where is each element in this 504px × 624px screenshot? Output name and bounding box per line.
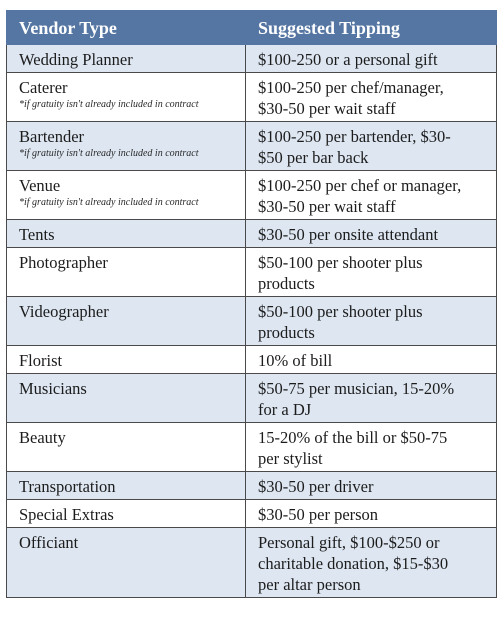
tip-line: $100-250 per chef/manager,: [258, 78, 444, 97]
tip-cell: [246, 122, 497, 171]
gratuity-note: *if gratuity isn't already included in contract: [19, 99, 199, 110]
tip-line: $50 per bar back: [258, 148, 369, 167]
table-row: [7, 73, 497, 122]
tip-line: $100-250 per bartender, $30-: [258, 127, 451, 146]
table-row: [7, 45, 497, 73]
vendor-cell: [7, 171, 246, 220]
table-header-row: [7, 11, 497, 45]
tip-cell: [246, 45, 497, 73]
tip-line: $100-250 or a personal gift: [258, 50, 438, 69]
vendor-cell: [7, 73, 246, 122]
table-row: [7, 297, 497, 346]
tip-cell: [246, 220, 497, 248]
tipping-table: [6, 10, 497, 598]
tipping-guide: [6, 10, 496, 598]
tip-line: per altar person: [258, 575, 361, 594]
tip-line: 15-20% of the bill or $50-75: [258, 428, 448, 447]
tip-cell: [246, 472, 497, 500]
vendor-type-label: Florist: [19, 351, 63, 370]
vendor-type-label: Beauty: [19, 428, 66, 447]
vendor-cell: [7, 220, 246, 248]
tip-cell: [246, 248, 497, 297]
vendor-type-label: Photographer: [19, 253, 108, 272]
vendor-cell: [7, 528, 246, 598]
vendor-type-label: Tents: [19, 225, 55, 244]
table-row: [7, 374, 497, 423]
vendor-type-label: Special Extras: [19, 505, 114, 524]
tip-line: $30-50 per driver: [258, 477, 374, 496]
table-row: [7, 220, 497, 248]
vendor-type-label: Musicians: [19, 379, 87, 398]
vendor-cell: [7, 500, 246, 528]
vendor-cell: [7, 45, 246, 73]
table-row: [7, 171, 497, 220]
tip-cell: [246, 297, 497, 346]
vendor-cell: [7, 374, 246, 423]
table-row: [7, 528, 497, 598]
tip-line: products: [258, 274, 315, 293]
tip-line: $50-100 per shooter plus: [258, 302, 423, 321]
tip-line: $30-50 per wait staff: [258, 197, 396, 216]
table-row: [7, 423, 497, 472]
vendor-type-label: Transportation: [19, 477, 116, 496]
tip-line: per stylist: [258, 449, 323, 468]
tip-line: for a DJ: [258, 400, 312, 419]
tip-cell: [246, 500, 497, 528]
tip-cell: [246, 423, 497, 472]
tip-line: $50-75 per musician, 15-20%: [258, 379, 455, 398]
vendor-cell: [7, 297, 246, 346]
column-header-vendor-type: Vendor Type: [7, 11, 246, 45]
tip-cell: [246, 346, 497, 374]
tip-cell: [246, 528, 497, 598]
vendor-cell: [7, 423, 246, 472]
column-header-suggested-tipping: Suggested Tipping: [246, 11, 497, 45]
vendor-type-label: Caterer: [19, 78, 68, 97]
tip-cell: [246, 171, 497, 220]
vendor-type-label: Videographer: [19, 302, 109, 321]
vendor-cell: [7, 248, 246, 297]
tip-line: $50-100 per shooter plus: [258, 253, 423, 272]
table-row: [7, 122, 497, 171]
vendor-type-label: Venue: [19, 176, 61, 195]
tip-cell: [246, 374, 497, 423]
gratuity-note: *if gratuity isn't already included in contract: [19, 197, 199, 208]
tip-cell: [246, 73, 497, 122]
table-row: [7, 346, 497, 374]
vendor-cell: [7, 472, 246, 500]
tip-line: 10% of bill: [258, 351, 333, 370]
gratuity-note: *if gratuity isn't already included in contract: [19, 148, 199, 159]
tip-line: $30-50 per wait staff: [258, 99, 396, 118]
tip-line: $30-50 per onsite attendant: [258, 225, 439, 244]
table-row: [7, 248, 497, 297]
tip-line: products: [258, 323, 315, 342]
table-row: [7, 500, 497, 528]
vendor-cell: [7, 122, 246, 171]
vendor-type-label: Officiant: [19, 533, 79, 552]
vendor-type-label: Wedding Planner: [19, 50, 133, 69]
tip-line: charitable donation, $15-$30: [258, 554, 449, 573]
vendor-type-label: Bartender: [19, 127, 85, 146]
table-body: [7, 45, 497, 598]
tip-line: Personal gift, $100-$250 or: [258, 533, 440, 552]
tip-line: $100-250 per chef or manager,: [258, 176, 462, 195]
tip-line: $30-50 per person: [258, 505, 379, 524]
table-row: [7, 472, 497, 500]
vendor-cell: [7, 346, 246, 374]
